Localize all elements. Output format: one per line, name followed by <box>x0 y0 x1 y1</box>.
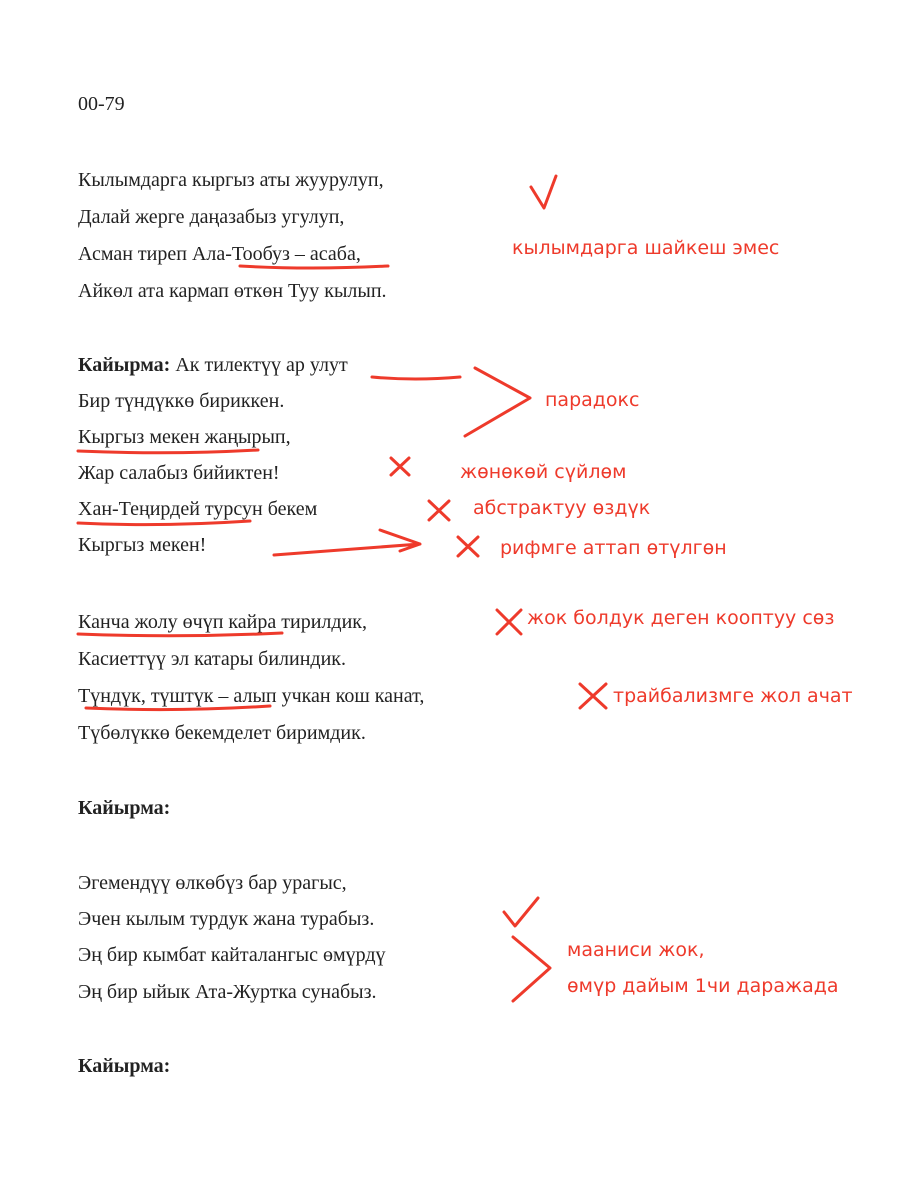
chorus-label: Кайырма: <box>78 354 171 376</box>
annotation-note-4: абстрактуу өздүк <box>473 497 651 519</box>
chorus-line-2: Бир түндүккө бириккен. <box>78 390 285 412</box>
chorus-reference-1: Кайырма: <box>78 797 171 819</box>
underline-kancha-jolu <box>78 633 282 636</box>
annotation-note-1: кылымдарга шайкеш эмес <box>512 237 780 259</box>
cross-mark-icon <box>429 501 449 520</box>
bracket-arrow-icon <box>465 368 530 436</box>
verse1-line-3: Асман тиреп Ала-Тообуз – асаба, <box>78 243 361 265</box>
verse1-line-1: Кылымдарга кыргыз аты жуурулуп, <box>78 169 384 191</box>
annotation-note-6: жок болдук деген кооптуу сөз <box>527 607 835 629</box>
annotation-note-3: жөнөкөй сүйлөм <box>460 461 627 483</box>
verse3-line-2: Эчен кылым турдук жана турабыз. <box>78 908 375 930</box>
chorus-line-3: Кыргыз мекен жаңырып, <box>78 426 291 448</box>
cross-mark-icon <box>458 537 478 556</box>
annotation-note-2: парадокс <box>545 389 640 411</box>
underline-han-tenir <box>78 521 250 525</box>
verse3-line-4: Эң бир ыйык Ата-Журтка сунабыз. <box>78 981 377 1003</box>
verse1-line-2: Далай жерге даңазабыз угулуп, <box>78 206 345 228</box>
annotation-note-7: трайбализмге жол ачат <box>613 685 853 707</box>
verse2-line-2: Касиеттүү эл катары билиндик. <box>78 648 347 670</box>
chorus-line-5: Хан-Теңирдей турсун бекем <box>78 498 318 520</box>
verse1-line-4: Айкөл ата кармап өткөн Туу кылып. <box>78 280 387 302</box>
chorus-line-1-text: Ак тилектүү ар улут <box>175 354 348 376</box>
chorus-line-4: Жар салабыз бийиктен! <box>78 462 280 484</box>
verse3-line-3: Эң бир кымбат кайталангыс өмүрдү <box>78 944 386 966</box>
underline-kyrgyz-meken <box>78 450 258 453</box>
arrow-icon <box>274 530 420 555</box>
annotation-note-8b: өмүр дайым 1чи даражада <box>567 975 839 997</box>
chorus-line-6: Кыргыз мекен! <box>78 534 207 556</box>
underline-ala-too <box>240 266 388 268</box>
verse2-line-4: Түбөлүккө бекемделет биримдик. <box>78 722 366 744</box>
bracket-arrow-icon <box>513 937 550 1001</box>
cross-mark-icon <box>580 684 606 708</box>
check-mark-icon <box>531 176 556 208</box>
verse3-line-1: Эгемендүү өлкөбүз бар урагыс, <box>78 872 347 894</box>
cross-mark-icon <box>391 458 409 475</box>
chorus-reference-2: Кайырма: <box>78 1055 171 1077</box>
check-mark-icon <box>504 898 538 926</box>
underline-tunduk-tushtuk <box>86 706 270 710</box>
underline-ar-ulut <box>372 377 460 379</box>
verse2-line-3: Түндүк, түштүк – алып учкан кош канат, <box>78 685 425 707</box>
cross-mark-icon <box>497 610 521 634</box>
annotation-note-8a: мааниси жок, <box>567 939 705 961</box>
verse2-line-1: Канча жолу өчүп кайра тирилдик, <box>78 611 367 633</box>
document-number: 00-79 <box>78 93 125 115</box>
annotation-note-5: рифмге аттап өтүлгөн <box>500 537 727 559</box>
